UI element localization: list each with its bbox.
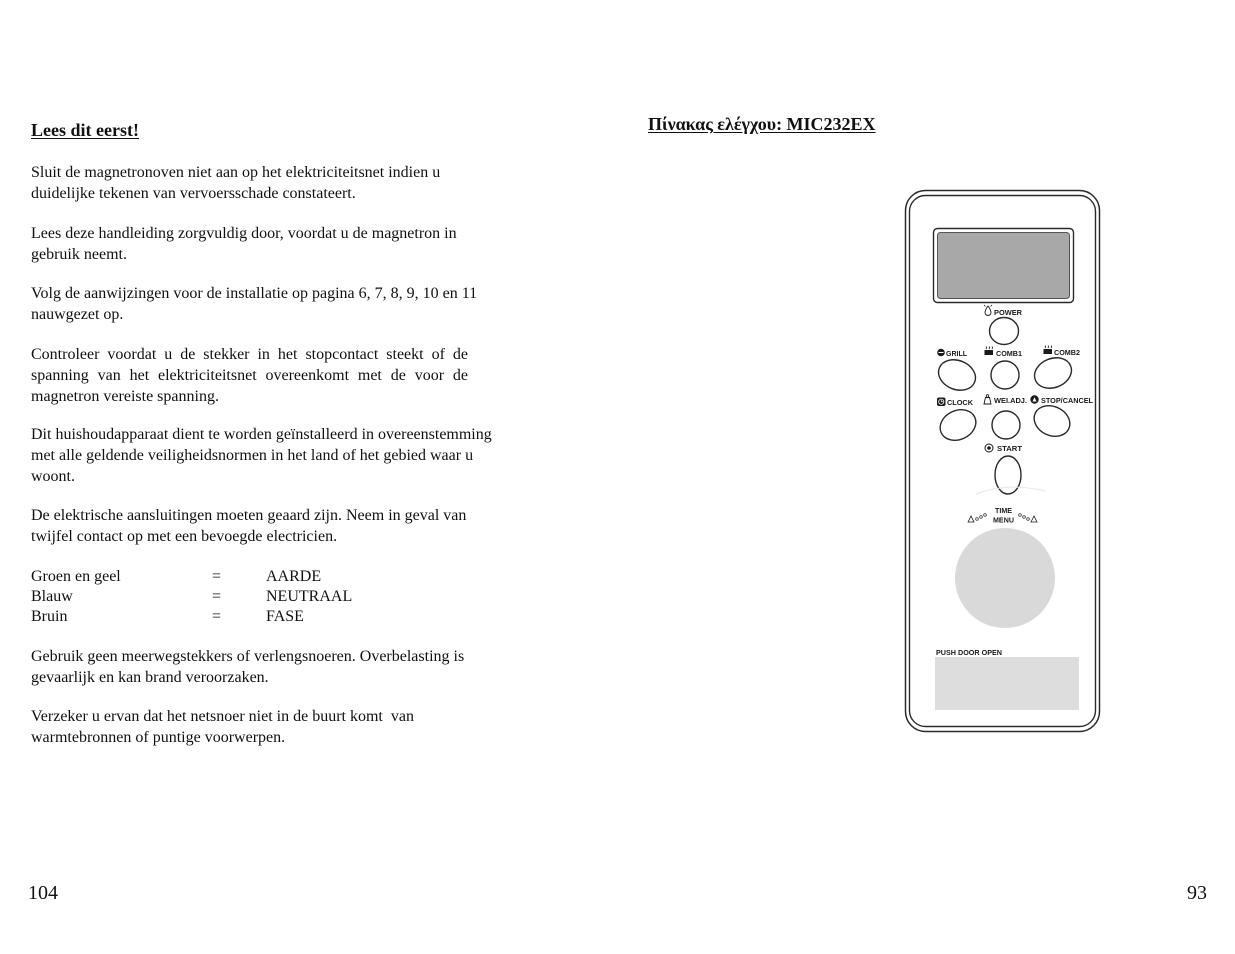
paragraph-line: twijfel contact op met een bevoegde electricien. xyxy=(31,528,338,545)
paragraph-line: Verzeker u ervan dat het netsnoer niet in de buurt komt van xyxy=(31,708,414,725)
stop-cancel-label: STOP/CANCEL xyxy=(1041,398,1094,405)
comb2-label: COMB2 xyxy=(1054,350,1081,357)
paragraph-line: gebruik neemt. xyxy=(31,246,127,263)
start-label: START xyxy=(997,446,1023,453)
left-page-heading: Lees dit eerst! xyxy=(31,120,139,140)
equals-sign: = xyxy=(212,568,222,585)
paragraph-line: duidelijke tekenen van vervoersschade constateert. xyxy=(31,185,356,202)
paragraph-line: De elektrische aansluitingen moeten geaard zijn. Neem in geval van xyxy=(31,507,467,524)
paragraph-installation-pages xyxy=(31,283,477,325)
equals-sign: = xyxy=(212,608,222,625)
wiring-color-table xyxy=(31,567,431,627)
paragraph-line: Volg de aanwijzingen voor de installatie op pagina 6, 7, 8, 9, 10 en 11 xyxy=(31,285,478,302)
grill-icon xyxy=(937,349,945,357)
left-page-number: 104 xyxy=(28,882,58,904)
table-row xyxy=(31,587,431,607)
right-page-heading: Πίνακας ελέγχου: MIC232EX xyxy=(648,114,876,134)
paragraph-line: Lees deze handleiding zorgvuldig door, voordat u de magnetron in xyxy=(31,225,457,242)
paragraph-line: spanning van het elektriciteitsnet overeenkomt met de voor de xyxy=(31,367,468,384)
display-screen xyxy=(938,233,1070,299)
paragraph-line: gevaarlijk en kan brand veroorzaken. xyxy=(31,669,269,686)
wei-adj-button xyxy=(992,411,1020,439)
time-label: TIME xyxy=(995,508,1013,515)
paragraph-power-cord xyxy=(31,706,414,748)
door-open-button xyxy=(935,657,1079,710)
paragraph-line: Sluit de magnetronoven niet aan op het elektriciteitsnet indien u xyxy=(31,164,441,181)
table-row xyxy=(31,567,431,587)
wire-function: NEUTRAAL xyxy=(266,588,353,605)
time-menu-dial xyxy=(955,528,1055,628)
paragraph-line: Gebruik geen meerwegstekkers of verlengsnoeren. Overbelasting is xyxy=(31,648,465,665)
wire-color: Blauw xyxy=(31,588,73,605)
wire-color: Groen en geel xyxy=(31,568,121,585)
power-button xyxy=(990,318,1019,345)
paragraph-line: nauwgezet op. xyxy=(31,306,124,323)
table-row xyxy=(31,607,431,627)
paragraph-safety-standards xyxy=(31,424,492,487)
paragraph-line: woont. xyxy=(31,468,75,485)
paragraph-voltage-check xyxy=(31,344,468,407)
paragraph-line: magnetron vereiste spanning. xyxy=(31,388,219,405)
right-page-number: 93 xyxy=(1187,882,1207,904)
clock-icon xyxy=(937,398,946,407)
equals-sign: = xyxy=(212,588,222,605)
paragraph-no-extension-cords xyxy=(31,646,464,688)
paragraph-line: warmtebronnen of puntige voorwerpen. xyxy=(31,729,286,746)
paragraph-line: Dit huishoudapparaat dient te worden geïnstalleerd in overeenstemming xyxy=(31,426,492,443)
clock-label: CLOCK xyxy=(947,400,973,407)
paragraph-line: met alle geldende veiligheidsnormen in het land of het gebied waar u xyxy=(31,447,474,464)
push-door-open-label: PUSH DOOR OPEN xyxy=(936,650,1002,657)
control-panel-illustration xyxy=(888,185,1113,750)
wire-color: Bruin xyxy=(31,608,68,625)
paragraph-line: Controleer voordat u de stekker in het stopcontact steekt of de xyxy=(31,346,468,363)
wire-function: FASE xyxy=(266,608,304,625)
wei-adj-label: WEI.ADJ. xyxy=(994,398,1028,405)
comb1-label: COMB1 xyxy=(996,351,1023,358)
paragraph-transport-damage xyxy=(31,162,440,204)
menu-label: MENU xyxy=(993,517,1014,525)
paragraph-grounding xyxy=(31,505,466,547)
stop-icon xyxy=(1030,395,1038,403)
power-label: POWER xyxy=(994,310,1022,317)
grill-label: GRILL xyxy=(946,351,968,358)
comb1-button xyxy=(991,361,1019,389)
wire-function: AARDE xyxy=(266,568,322,585)
paragraph-read-manual xyxy=(31,223,457,265)
